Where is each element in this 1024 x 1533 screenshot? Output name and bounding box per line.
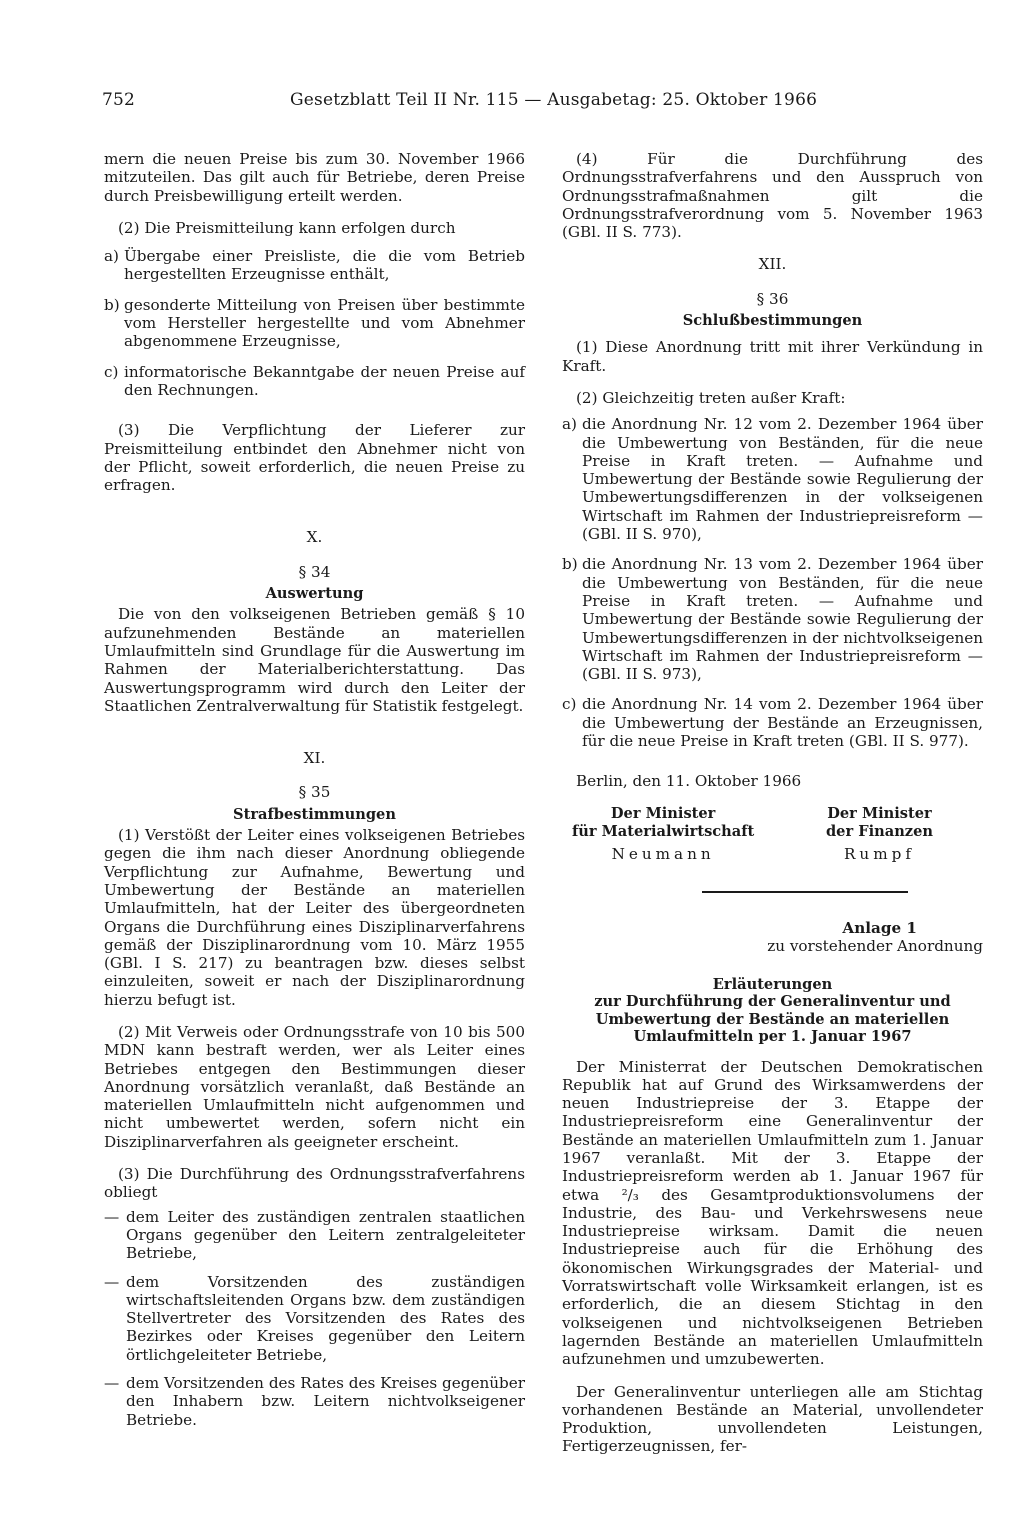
dash-label: — <box>104 1374 120 1393</box>
signature-office: der Finanzen <box>825 822 933 840</box>
dash-label: — <box>104 1272 120 1291</box>
paragraph-35-2: (2) Mit Verweis oder Ordnungsstrafe von 10 bis 500 MDN kann bestraft werden, wer als Leiter eines Betriebes entgegen den Bestimmungen dieser Anordnung vorsätzlich veranlaßt, daß Bestände an materiellen Umlaufmitteln nicht aufgenommen und nicht umbewertet werden, sofern nicht ein Disziplinarverfahren als geeigneter erscheint. <box>104 1022 525 1151</box>
list-text: dem Leiter des zuständigen zentralen staatlichen Organs gegenüber den Leitern zentralgeleiteter Betriebe, <box>126 1207 525 1263</box>
appendix-title: Anlage 1 <box>842 918 917 937</box>
paragraph-number-34: § 34 <box>298 562 331 581</box>
list-text: gesonderte Mitteilung von Preisen über bestimmte vom Hersteller hergestellte und vom Abnehmer abgenommene Erzeugnisse, <box>124 295 525 351</box>
signatures <box>562 805 983 863</box>
list-item <box>562 415 983 543</box>
list-label: b) <box>104 295 120 314</box>
list-item <box>104 363 525 400</box>
intro-paragraph: mern die neuen Preise bis zum 30. November 1966 mitzuteilen. Das gilt auch für Betriebe, deren Preise durch Preisbewilligung erteilt werden. <box>104 150 525 205</box>
appendix-subtitle: zu vorstehender Anordnung <box>767 937 983 956</box>
section-number-xi: XI. <box>303 749 326 768</box>
list-item <box>104 1374 525 1429</box>
header-title: Gesetzblatt Teil II Nr. 115 — Ausgabetag: 25. Oktober 1966 <box>290 90 818 110</box>
right-column <box>562 150 983 1470</box>
divider <box>702 891 908 893</box>
list-item <box>104 1273 525 1364</box>
paragraph-34-text: Die von den volkseigenen Betrieben gemäß § 10 aufzunehmenden Bestände an materiellen Umlaufmitteln sind Grundlage für die Auswertung im Rahmen der Materialberichterstattung. Das Auswertungsprogramm wird durch den Leiter der Staatlichen Zentralverwaltung für Statistik festgelegt. <box>104 605 525 715</box>
heading-line: Erläuterungen <box>712 975 833 993</box>
paragraph-number-36: § 36 <box>756 289 789 308</box>
section-heading-auswertung: Auswertung <box>265 585 364 603</box>
signature-name: Rumpf <box>844 844 915 863</box>
left-column <box>104 150 525 1439</box>
explanations-paragraph-1: Der Ministerrat der Deutschen Demokratischen Republik hat auf Grund des Wirksamwerdens der neuen Industriepreise der 3. Etappe der Industriepreisreform eine Generalinventur der Bestände an materiellen Umlaufmitteln zum 1. Januar 1967 veranlaßt. Mit der 3. Etappe der Industriepreisreform werden ab 1. Januar 1967 für etwa ²/₃ des Gesamtproduktionsvolumens der Industrie, des Bau- und Verkehrswesens neue Industriepreise wirksam. Damit die neuen Industriepreise auch für die Erhöhung des ökonomischen Wirkungsgrades der Material- und Vorratswirtschaft volle Wirksamkeit erlangen, ist es erforderlich, die an diesem Stichtag in den volkseigenen und nichtvolkseigenen Betrieben lagernden Bestände an materiellen Umlaufmitteln aufzunehmen und umzubewerten. <box>562 1057 983 1369</box>
list-item <box>562 695 983 750</box>
paragraph-36-1: (1) Diese Anordnung tritt mit ihrer Verkündung in Kraft. <box>562 338 983 375</box>
paragraph-35-4: (4) Für die Durchführung des Ordnungsstrafverfahrens und den Ausspruch von Ordnungsstrafmaßnahmen gilt die Ordnungsstrafverordnung vom 5. November 1963 (GBl. II S. 773). <box>562 150 983 242</box>
signature-name: Neumann <box>611 844 715 863</box>
signature-block-materialwirtschaft <box>572 805 754 863</box>
section-heading-strafbestimmungen: Strafbestimmungen <box>233 805 396 823</box>
list-text: dem Vorsitzenden des zuständigen wirtschaftsleitenden Organs bzw. dem zuständigen Stellvertreter des Vorsitzenden des Rates des Bezirkes oder Kreises gegenüber den Leitern örtlichgeleiteter Betriebe, <box>126 1272 525 1364</box>
list-item <box>562 555 983 683</box>
explanations-paragraph-2: Der Generalinventur unterliegen alle am Stichtag vorhandenen Bestände an Material, unvollendeter Produktion, unvollendeten Leistungen, Fertigerzeugnissen, fer- <box>562 1382 983 1456</box>
list-label: a) <box>562 415 577 434</box>
signature-office: für Materialwirtschaft <box>572 822 755 840</box>
page-number: 752 <box>102 90 136 110</box>
paragraph-35-3: (3) Die Durchführung des Ordnungsstrafverfahrens obliegt <box>104 1165 525 1202</box>
paragraph-35-1: (1) Verstößt der Leiter eines volkseigenen Betriebes gegen die ihm nach dieser Anordnung obliegende Verpflichtung zur Aufnahme, Bewertung und Umbewertung der Bestände an materiellen Umlaufmitteln, hat der Leiter des übergeordneten Organs die Durchführung eines Disziplinarverfahrens gemäß der Disziplinarordnung vom 10. März 1955 (GBl. I S. 217) zu beantragen bzw. dieses selbst einzuleiten, soweit er nach der Disziplinarordnung hierzu befugt ist. <box>104 826 525 1009</box>
list-item <box>104 1208 525 1263</box>
heading-line: Umbewertung der Bestände an materiellen <box>595 1010 950 1028</box>
explanations-heading <box>562 976 983 1046</box>
list-text: informatorische Bekanntgabe der neuen Preise auf den Rechnungen. <box>124 362 525 399</box>
page-header <box>102 90 818 114</box>
list-text: Übergabe einer Preisliste, die die vom Betrieb hergestellten Erzeugnisse enthält, <box>124 247 525 284</box>
list-text: dem Vorsitzenden des Rates des Kreises gegenüber den Inhabern bzw. Leitern nichtvolkseigener Betriebe. <box>126 1374 525 1429</box>
section-number-x: X. <box>306 528 323 547</box>
dash-label: — <box>104 1207 120 1226</box>
section-heading-schlussbestimmungen: Schlußbestimmungen <box>682 312 863 330</box>
list-text: die Anordnung Nr. 12 vom 2. Dezember 1964 über die Umbewertung von Beständen, für die neue Preise in Kraft treten. — Aufnahme und Umbewertung der Bestände sowie Regulierung der Umbewertungsdifferenzen in der volkseigenen Wirtschaft im Rahmen der Industriepreisreform — (GBl. II S. 970), <box>582 415 983 544</box>
heading-line: Umlaufmitteln per 1. Januar 1967 <box>633 1028 912 1045</box>
heading-line: zur Durchführung der Generalinventur und <box>594 993 951 1010</box>
paragraph-number-35: § 35 <box>298 783 331 802</box>
list-label: c) <box>104 362 119 381</box>
list-text: die Anordnung Nr. 14 vom 2. Dezember 1964 über die Umbewertung der Bestände an Erzeugnissen, für die neue Preise in Kraft treten (GBl. II S. 977). <box>582 695 983 751</box>
place-date: Berlin, den 11. Oktober 1966 <box>576 772 802 791</box>
list-label: a) <box>104 247 119 266</box>
paragraph-3: (3) Die Verpflichtung der Lieferer zur Preismitteilung entbindet den Abnehmer nicht von der Pflicht, soweit erforderlich, die neuen Preise zu erfragen. <box>104 421 525 495</box>
section-number-xii: XII. <box>758 255 787 274</box>
list-text: die Anordnung Nr. 13 vom 2. Dezember 1964 über die Umbewertung von Beständen, für die neue Preise in Kraft treten. — Aufnahme und Umbewertung der Bestände sowie Regulierung der Umbewertungsdifferenzen in der nichtvolkseigenen Wirtschaft im Rahmen der Industriepreisreform — (GBl. II S. 973), <box>582 555 983 684</box>
list-item <box>104 247 525 284</box>
paragraph-2: (2) Die Preismitteilung kann erfolgen durch <box>118 218 456 237</box>
signature-block-finanzen <box>826 805 933 863</box>
list-label: b) <box>562 555 578 574</box>
list-item <box>104 296 525 351</box>
paragraph-36-2: (2) Gleichzeitig treten außer Kraft: <box>576 388 846 407</box>
signature-title: Der Minister <box>827 804 932 822</box>
signature-title: Der Minister <box>610 804 716 822</box>
list-label: c) <box>562 695 577 714</box>
